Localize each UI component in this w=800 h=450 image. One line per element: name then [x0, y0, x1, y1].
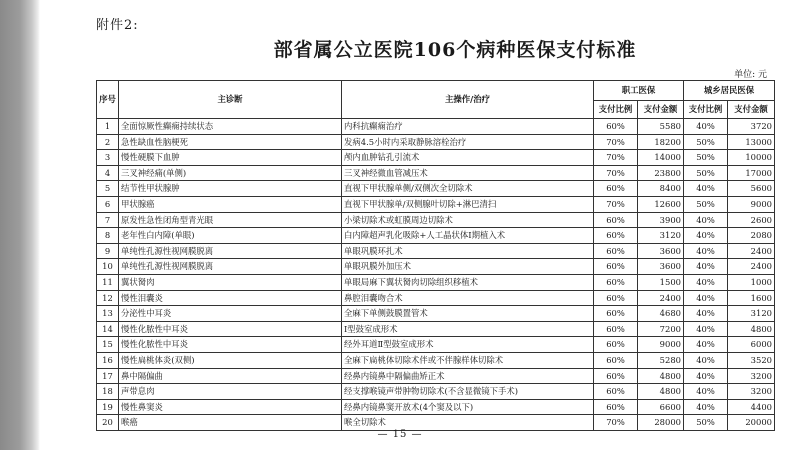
row-index: 8 [97, 228, 119, 244]
row-index: 19 [97, 399, 119, 415]
procedure-cell: 单眼局麻下翼状胬肉切除组织移植术 [342, 274, 594, 290]
row-index: 15 [97, 337, 119, 353]
diagnosis-cell: 三叉神经痛(单侧) [119, 165, 342, 181]
resident-ratio-cell: 40% [684, 274, 728, 290]
employee-amount-cell: 14000 [638, 150, 684, 166]
resident-amount-cell: 9000 [728, 196, 775, 212]
table-row [97, 352, 775, 368]
resident-ratio-cell: 50% [684, 165, 728, 181]
row-index: 16 [97, 352, 119, 368]
row-index: 6 [97, 196, 119, 212]
table-row [97, 243, 775, 259]
employee-amount-cell: 4680 [638, 306, 684, 322]
employee-amount-cell: 12600 [638, 196, 684, 212]
procedure-cell: 直视下甲状腺单侧/双侧次全切除术 [342, 181, 594, 197]
employee-amount-cell: 28000 [638, 415, 684, 431]
resident-ratio-cell: 40% [684, 259, 728, 275]
diagnosis-cell: 翼状胬肉 [119, 274, 342, 290]
employee-ratio-cell: 60% [594, 306, 638, 322]
procedure-cell: 经鼻内镜鼻中隔偏曲矫正术 [342, 368, 594, 384]
procedure-cell: 内科抗癫痫治疗 [342, 119, 594, 135]
resident-amount-cell: 3120 [728, 306, 775, 322]
row-index: 4 [97, 165, 119, 181]
diagnosis-cell: 原发性急性闭角型青光眼 [119, 212, 342, 228]
procedure-cell: 经支撑喉镜声带肿物切除术(不含显微镜下手术) [342, 384, 594, 400]
resident-ratio-cell: 40% [684, 321, 728, 337]
document-title: 部省属公立医院106个病种医保支付标准 [273, 39, 637, 61]
employee-amount-cell: 4800 [638, 368, 684, 384]
employee-ratio-cell: 60% [594, 290, 638, 306]
employee-amount-cell: 18200 [638, 134, 684, 150]
procedure-cell: 发病4.5小时内采取静脉溶栓治疗 [342, 134, 594, 150]
payment-standard-table [96, 80, 775, 431]
diagnosis-cell: 慢性硬膜下血肿 [119, 150, 342, 166]
procedure-cell: 直视下甲状腺单/双侧腺叶切除+淋巴清扫 [342, 196, 594, 212]
resident-amount-cell: 17000 [728, 165, 775, 181]
procedure-cell: 喉全切除术 [342, 415, 594, 431]
diagnosis-cell: 单纯性孔源性视网膜脱离 [119, 243, 342, 259]
employee-ratio-cell: 60% [594, 352, 638, 368]
header-index: 序号 [97, 81, 119, 119]
employee-ratio-cell: 70% [594, 150, 638, 166]
resident-ratio-cell: 50% [684, 415, 728, 431]
table-row [97, 212, 775, 228]
row-index: 7 [97, 212, 119, 228]
employee-ratio-cell: 70% [594, 196, 638, 212]
resident-amount-cell: 3520 [728, 352, 775, 368]
employee-amount-cell: 3600 [638, 259, 684, 275]
procedure-cell: 经外耳道Ⅱ型鼓室成形术 [342, 337, 594, 353]
attachment-label: 附件2: [96, 18, 139, 33]
procedure-cell: 经鼻内镜鼻窦开放术(4个窦及以下) [342, 399, 594, 415]
employee-ratio-cell: 60% [594, 119, 638, 135]
row-index: 11 [97, 274, 119, 290]
employee-ratio-cell: 70% [594, 415, 638, 431]
resident-ratio-cell: 40% [684, 119, 728, 135]
resident-amount-cell: 1600 [728, 290, 775, 306]
resident-ratio-cell: 40% [684, 228, 728, 244]
resident-amount-cell: 2600 [728, 212, 775, 228]
employee-ratio-cell: 60% [594, 212, 638, 228]
resident-ratio-cell: 50% [684, 196, 728, 212]
row-index: 12 [97, 290, 119, 306]
resident-ratio-cell: 40% [684, 368, 728, 384]
resident-amount-cell: 6000 [728, 337, 775, 353]
row-index: 5 [97, 181, 119, 197]
procedure-cell: 单眼巩膜外加压术 [342, 259, 594, 275]
procedure-cell: 全麻下扁桃体切除术伴或不伴腺样体切除术 [342, 352, 594, 368]
resident-ratio-cell: 40% [684, 399, 728, 415]
procedure-cell: 颅内血肿钻孔引流术 [342, 150, 594, 166]
diagnosis-cell: 慢性化脓性中耳炎 [119, 337, 342, 353]
diagnosis-cell: 鼻中隔偏曲 [119, 368, 342, 384]
employee-ratio-cell: 60% [594, 368, 638, 384]
table-row [97, 165, 775, 181]
table-row [97, 196, 775, 212]
page-number: — 15 — [377, 429, 423, 440]
table-row [97, 337, 775, 353]
diagnosis-cell: 急性缺血性脑梗死 [119, 134, 342, 150]
employee-amount-cell: 5280 [638, 352, 684, 368]
procedure-cell: 全麻下单侧鼓膜置管术 [342, 306, 594, 322]
resident-ratio-cell: 40% [684, 212, 728, 228]
employee-ratio-cell: 60% [594, 181, 638, 197]
resident-amount-cell: 1000 [728, 274, 775, 290]
table-row [97, 290, 775, 306]
resident-amount-cell: 3200 [728, 384, 775, 400]
resident-amount-cell: 2400 [728, 259, 775, 275]
diagnosis-cell: 喉癌 [119, 415, 342, 431]
employee-ratio-cell: 70% [594, 165, 638, 181]
employee-amount-cell: 5580 [638, 119, 684, 135]
diagnosis-cell: 慢性泪囊炎 [119, 290, 342, 306]
row-index: 2 [97, 134, 119, 150]
employee-ratio-cell: 60% [594, 228, 638, 244]
diagnosis-cell: 全面惊厥性癫痫持续状态 [119, 119, 342, 135]
page-edge-shadow [0, 0, 40, 450]
employee-amount-cell: 1500 [638, 274, 684, 290]
diagnosis-cell: 单纯性孔源性视网膜脱离 [119, 259, 342, 275]
resident-amount-cell: 2080 [728, 228, 775, 244]
table-row [97, 321, 775, 337]
employee-amount-cell: 23800 [638, 165, 684, 181]
header-employee-ratio: 支付比例 [594, 101, 638, 119]
employee-amount-cell: 3900 [638, 212, 684, 228]
header-resident-ratio: 支付比例 [684, 101, 728, 119]
employee-amount-cell: 8400 [638, 181, 684, 197]
row-index: 3 [97, 150, 119, 166]
row-index: 17 [97, 368, 119, 384]
procedure-cell: 小梁切除术或虹膜周边切除术 [342, 212, 594, 228]
diagnosis-cell: 声带息肉 [119, 384, 342, 400]
resident-amount-cell: 4400 [728, 399, 775, 415]
resident-amount-cell: 10000 [728, 150, 775, 166]
row-index: 18 [97, 384, 119, 400]
table-row [97, 368, 775, 384]
resident-ratio-cell: 40% [684, 352, 728, 368]
procedure-cell: 白内障超声乳化吸除+人工晶状体Ⅰ期植入术 [342, 228, 594, 244]
diagnosis-cell: 分泌性中耳炎 [119, 306, 342, 322]
procedure-cell: I型鼓室成形术 [342, 321, 594, 337]
table-row [97, 181, 775, 197]
row-index: 13 [97, 306, 119, 322]
employee-ratio-cell: 60% [594, 399, 638, 415]
resident-ratio-cell: 40% [684, 337, 728, 353]
employee-amount-cell: 2400 [638, 290, 684, 306]
employee-ratio-cell: 60% [594, 243, 638, 259]
employee-amount-cell: 6600 [638, 399, 684, 415]
header-employee-amount: 支付金额 [638, 101, 684, 119]
row-index: 10 [97, 259, 119, 275]
row-index: 14 [97, 321, 119, 337]
header-procedure: 主操作/治疗 [342, 81, 594, 119]
resident-amount-cell: 3200 [728, 368, 775, 384]
resident-ratio-cell: 50% [684, 134, 728, 150]
resident-amount-cell: 20000 [728, 415, 775, 431]
resident-ratio-cell: 40% [684, 384, 728, 400]
row-index: 20 [97, 415, 119, 431]
table-row [97, 150, 775, 166]
table-row [97, 306, 775, 322]
resident-amount-cell: 4800 [728, 321, 775, 337]
diagnosis-cell: 甲状腺癌 [119, 196, 342, 212]
table-row [97, 274, 775, 290]
resident-amount-cell: 2400 [728, 243, 775, 259]
employee-amount-cell: 3120 [638, 228, 684, 244]
employee-amount-cell: 7200 [638, 321, 684, 337]
employee-ratio-cell: 60% [594, 337, 638, 353]
unit-label: 单位: 元 [734, 70, 767, 80]
table-row [97, 134, 775, 150]
employee-ratio-cell: 60% [594, 274, 638, 290]
header-resident-amount: 支付金额 [728, 101, 775, 119]
diagnosis-cell: 慢性化脓性中耳炎 [119, 321, 342, 337]
employee-amount-cell: 3600 [638, 243, 684, 259]
procedure-cell: 鼻腔泪囊吻合术 [342, 290, 594, 306]
procedure-cell: 三叉神经微血管减压术 [342, 165, 594, 181]
employee-ratio-cell: 60% [594, 321, 638, 337]
resident-amount-cell: 13000 [728, 134, 775, 150]
table-row [97, 384, 775, 400]
header-employee-insurance: 职工医保 [594, 81, 684, 101]
resident-ratio-cell: 40% [684, 181, 728, 197]
diagnosis-cell: 慢性鼻窦炎 [119, 399, 342, 415]
header-diagnosis: 主诊断 [119, 81, 342, 119]
table-row [97, 228, 775, 244]
employee-ratio-cell: 60% [594, 384, 638, 400]
row-index: 9 [97, 243, 119, 259]
resident-ratio-cell: 50% [684, 150, 728, 166]
diagnosis-cell: 慢性扁桃体炎(双侧) [119, 352, 342, 368]
resident-amount-cell: 3720 [728, 119, 775, 135]
resident-ratio-cell: 40% [684, 306, 728, 322]
employee-ratio-cell: 60% [594, 259, 638, 275]
diagnosis-cell: 结节性甲状腺肿 [119, 181, 342, 197]
table-body [97, 119, 775, 431]
resident-amount-cell: 5600 [728, 181, 775, 197]
table-row [97, 119, 775, 135]
table-row [97, 399, 775, 415]
diagnosis-cell: 老年性白内障(单眼) [119, 228, 342, 244]
row-index: 1 [97, 119, 119, 135]
resident-ratio-cell: 40% [684, 290, 728, 306]
header-resident-insurance: 城乡居民医保 [684, 81, 775, 101]
employee-amount-cell: 4800 [638, 384, 684, 400]
employee-amount-cell: 9000 [638, 337, 684, 353]
procedure-cell: 单眼巩膜环扎术 [342, 243, 594, 259]
employee-ratio-cell: 70% [594, 134, 638, 150]
resident-ratio-cell: 40% [684, 243, 728, 259]
table-row [97, 259, 775, 275]
